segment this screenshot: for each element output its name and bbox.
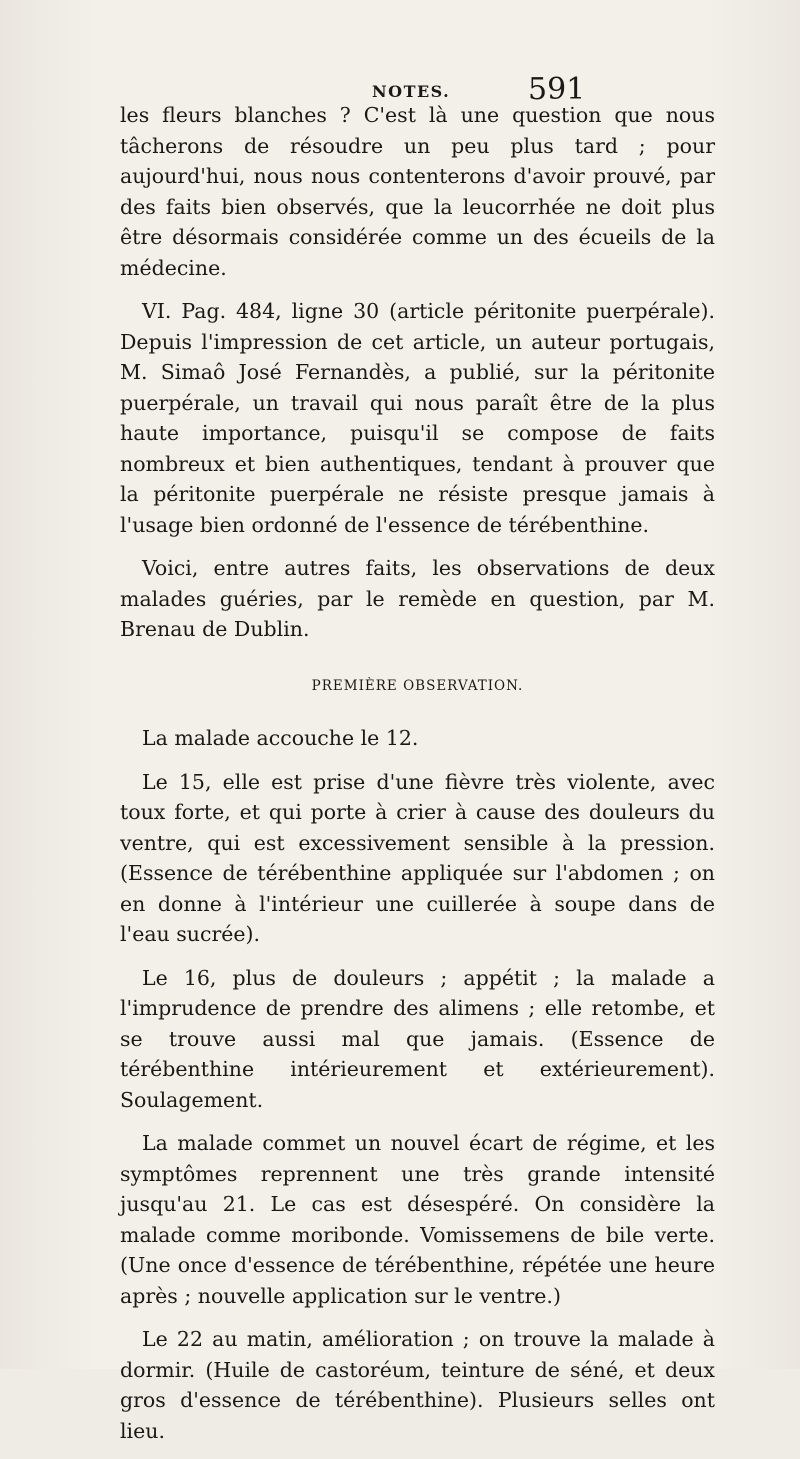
observation-paragraph: Le 16, plus de douleurs ; appétit ; la malade a l'imprudence de prendre des alimens ; elle retombe, et se trouve aussi mal que jamais. (Essence de térébenthine intérieurement et extérieurement). Soulagement.	[120, 965, 715, 1112]
paragraph-note-vi: VI. Pag. 484, ligne 30 (article péritonite puerpérale). Depuis l'impression de cet article, un auteur portugais, M. Simaô José Fernandès, a publié, sur la péritonite puerpérale, un travail qui nous paraît être de la plus haute importance, puisqu'il se compose de faits nombreux et bien authentiques, tendant à prouver que la péritonite puerpérale ne résiste presque jamais à l'usage bien ordonné de l'essence de térébenthine.	[120, 299, 715, 537]
observation-paragraph: La malade accouche le 12.	[142, 726, 419, 750]
observation-paragraph: Le 15, elle est prise d'une fièvre très violente, avec toux forte, et qui porte à crier à cause des douleurs du ventre, qui est excessivement sensible à la pression. (Essence de térébenthine appliquée sur l'abdomen ; on en donne à l'intérieur une cuillerée à soupe dans de l'eau sucrée).	[120, 769, 715, 946]
body-text	[120, 100, 715, 1459]
observation-paragraph: La malade commet un nouvel écart de régime, et les symptômes reprennent une très grande intensité jusqu'au 21. Le cas est désespéré. On considère la malade comme moribonde. Vomissemens de bile verte. (Une once d'essence de térébenthine, répétée une heure après ; nouvelle application sur le ventre.)	[120, 1131, 715, 1308]
paragraph-intro: les fleurs blanches ? C'est là une question que nous tâcherons de résoudre un peu plus tard ; pour aujourd'hui, nous nous contenterons d'avoir prouvé, par des faits bien observés, que la leucorrhée ne doit plus être désormais considérée comme un des écueils de la médecine.	[120, 103, 715, 280]
paragraph-voici: Voici, entre autres faits, les observations de deux malades guéries, par le remède en question, par M. Brenau de Dublin.	[120, 556, 715, 641]
page-number: 591	[528, 72, 586, 107]
running-title: NOTES.	[372, 82, 451, 101]
observation-paragraph: Le 22 au matin, amélioration ; on trouve la malade à dormir. (Huile de castoréum, teinture de séné, et deux gros d'essence de térébenthine). Plusieurs selles ont lieu.	[120, 1327, 715, 1443]
section-heading: PREMIÈRE OBSERVATION.	[311, 677, 524, 694]
